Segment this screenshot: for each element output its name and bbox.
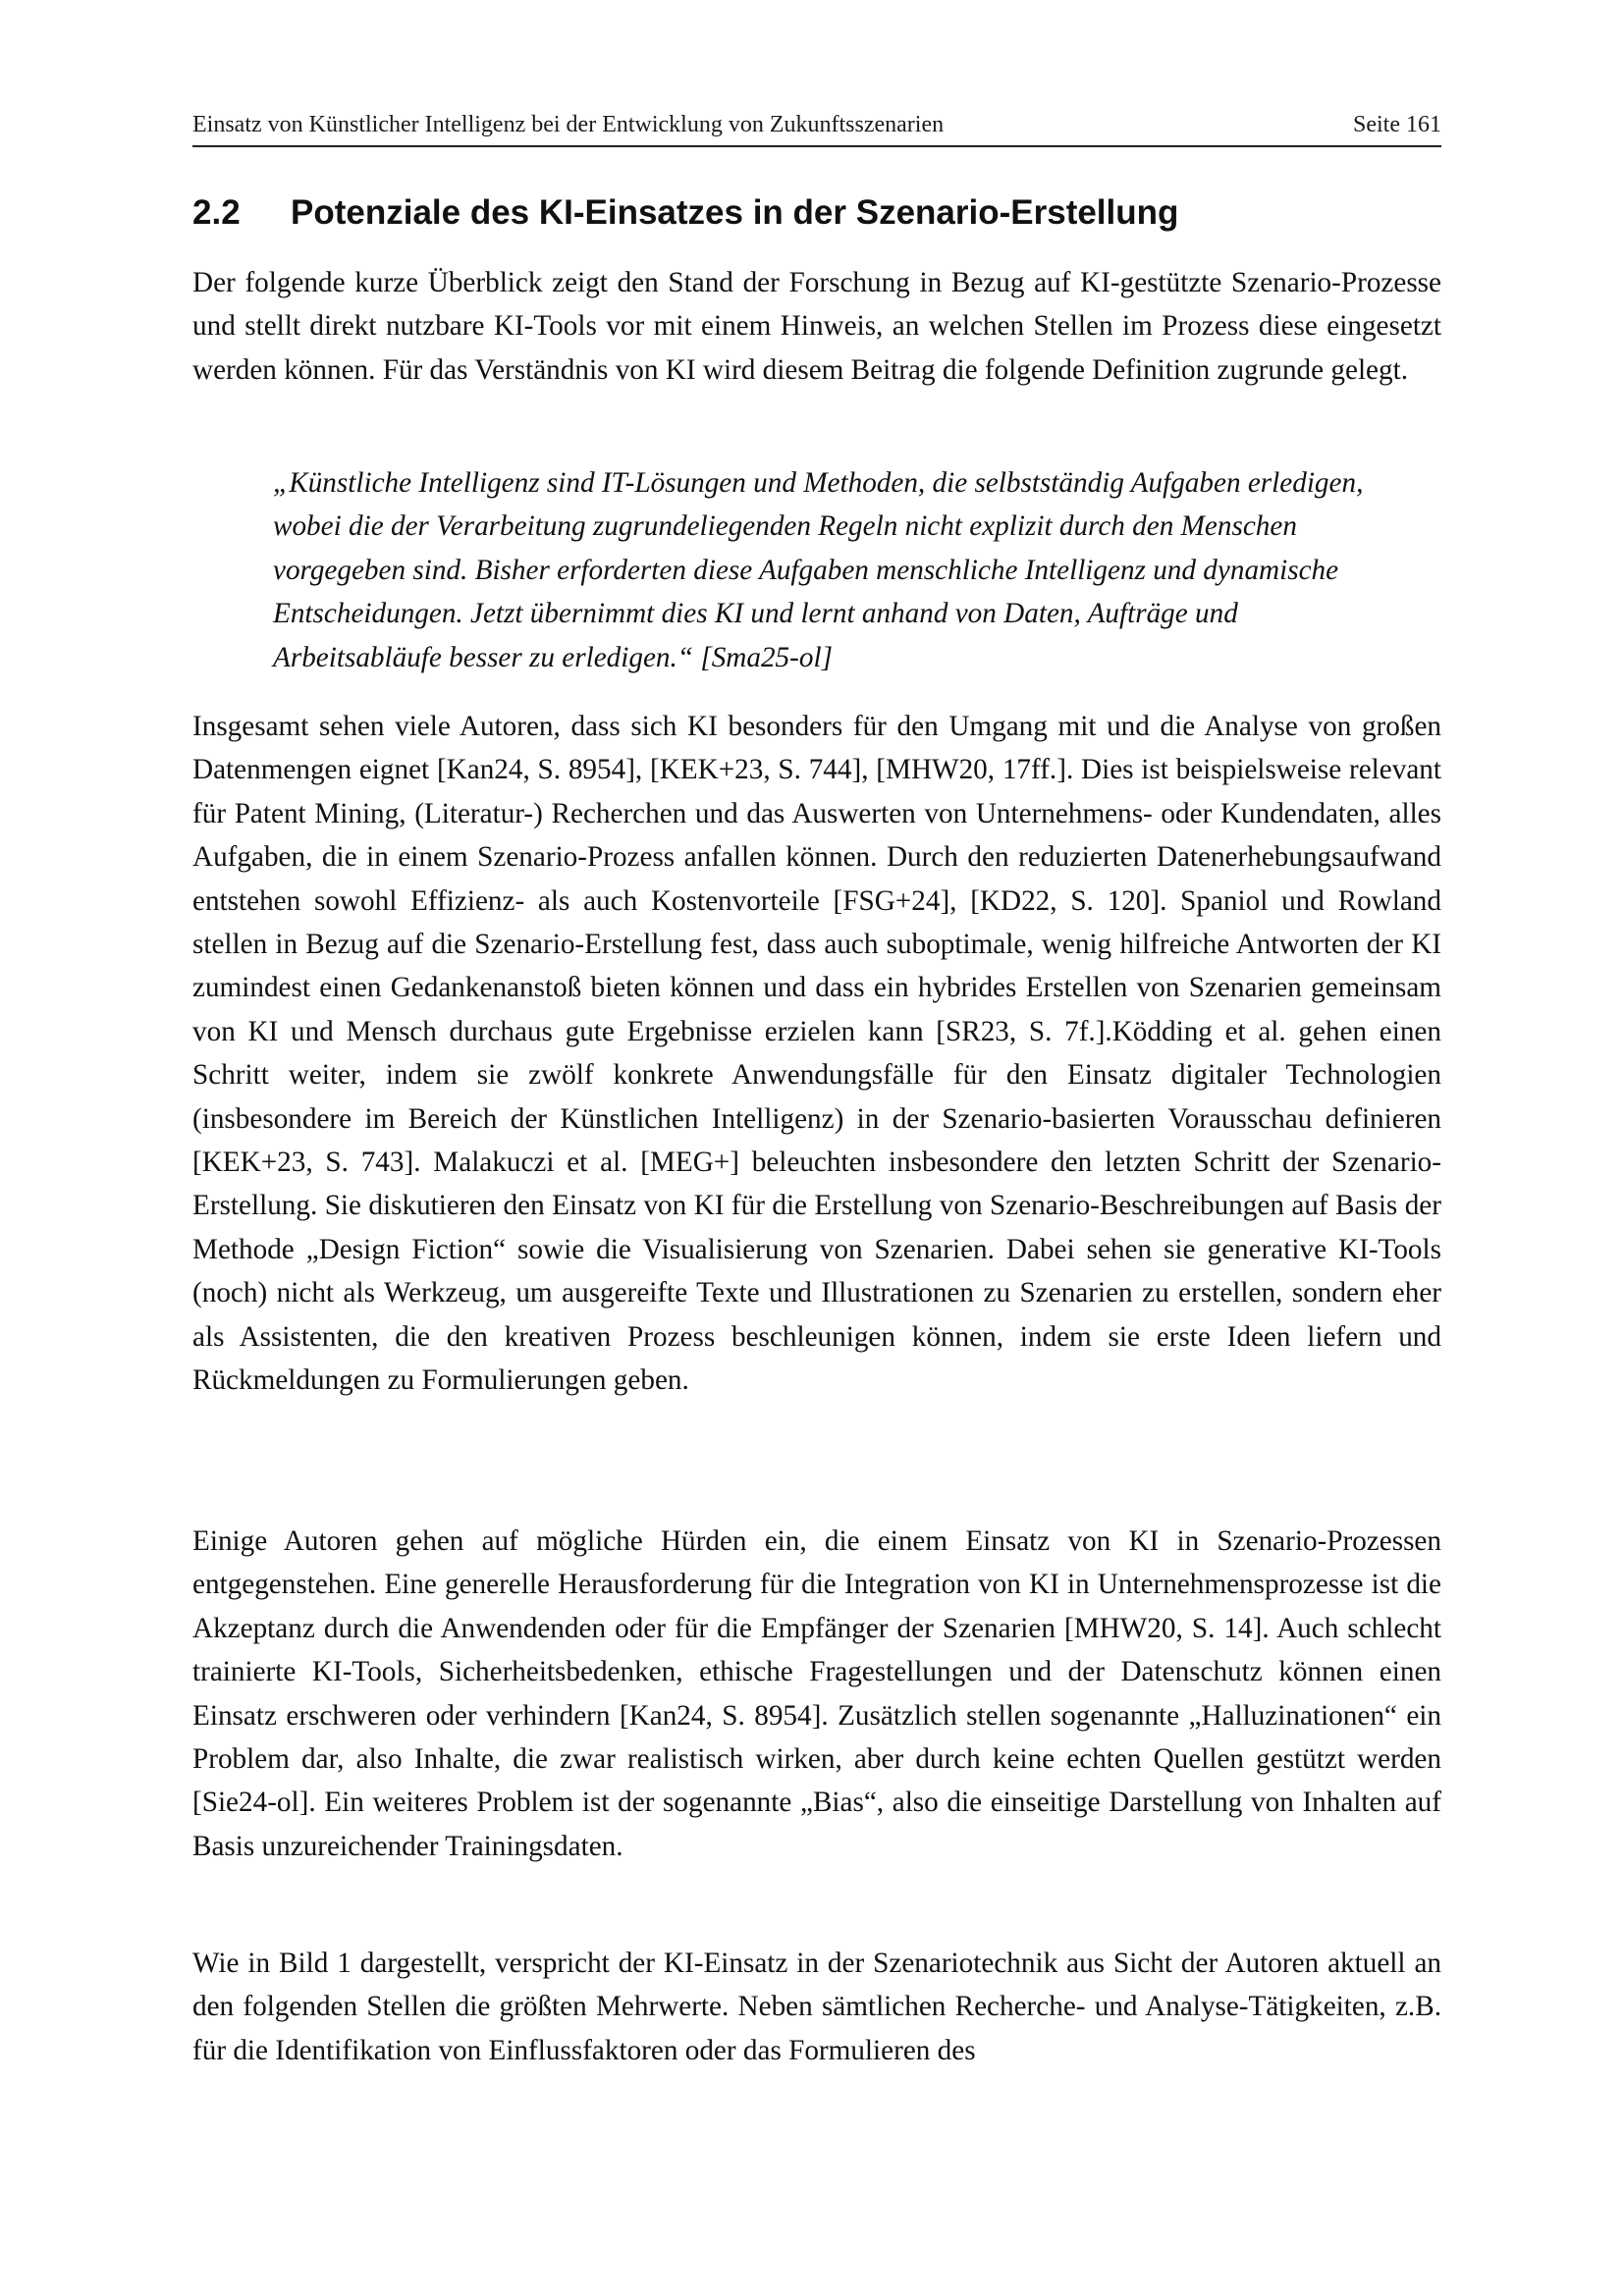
paragraph-hurdles: Einige Autoren gehen auf mögliche Hürden ein, die einem Einsatz von KI in Szenario-Prozessen entgegenstehen. Eine generelle Herausforderung für die Integration von KI in Unternehmensprozesse ist die Akzeptanz durch die Anwendenden oder für die Empfänger der Szenarien [MHW20, S. 14]. Auch schlecht trainierte KI-Tools, Sicherheitsbedenken, ethische Fragestellungen und der Datenschutz können einen Einsatz erschweren oder verhindern [Kan24, S. 8954]. Zusätzlich stellen sogenannte „Halluzinationen“ ein Problem dar, also Inhalte, die zwar realistisch wirken, aber durch keine echten Quellen gestützt werden [Sie24-ol]. Ein weiteres Problem ist der sogenannte „Bias“, also die einseitige Darstellung von Inhalten auf Basis unzureichender Trainingsdaten.: [192, 1525, 1441, 1862]
running-title: Einsatz von Künstlicher Intelligenz bei der Entwicklung von Zukunftsszenarien: [192, 112, 945, 137]
section-title: Potenziale des KI-Einsatzes in der Szenario-Erstellung: [291, 193, 1179, 232]
running-header: [192, 110, 1441, 147]
paragraph-literature: Insgesamt sehen viele Autoren, dass sich KI besonders für den Umgang mit und die Analyse von großen Datenmengen eignet [Kan24, S. 8954], [KEK+23, S. 744], [MHW20, 17ff.]. Dies ist beispielsweise relevant für Patent Mining, (Literatur-) Recherchen und das Auswerten von Unternehmens- oder Kundendaten, alles Aufgaben, die in einem Szenario-Prozess anfallen können. Durch den reduzierten Datenerhebungsaufwand entstehen sowohl Effizienz- als auch Kostenvorteile [FSG+24], [KD22, S. 120]. Spaniol und Rowland stellen in Bezug auf die Szenario-Erstellung fest, dass auch suboptimale, wenig hilfreiche Antworten der KI zumindest einen Gedankenanstoß bieten können und dass ein hybrides Erstellen von Szenarien gemeinsam von KI und Mensch durchaus gute Ergebnisse erzielen kann [SR23, S. 7f.].Ködding et al. gehen einen Schritt weiter, indem sie zwölf konkrete Anwendungsfälle für den Einsatz digitaler Technologien (insbesondere im Bereich der Künstlichen Intelligenz) in der Szenario-basierten Vorausschau definieren [KEK+23, S. 743]. Malakuczi et al. [MEG+] beleuchten insbesondere den letzten Schritt der Szenario-Erstellung. Sie diskutieren den Einsatz von KI für die Erstellung von Szenario-Beschreibungen auf Basis der Methode „Design Fiction“ sowie die Visualisierung von Szenarien. Dabei sehen sie generative KI-Tools (noch) nicht als Werkzeug, um ausgereifte Texte und Illustrationen zu Szenarien zu erstellen, sondern eher als Assistenten, die den kreativen Prozess beschleunigen können, indem sie erste Ideen liefern und Rückmeldungen zu Formulierungen geben.: [192, 711, 1441, 1397]
section-number: 2.2: [192, 193, 241, 232]
paragraph-intro: Der folgende kurze Überblick zeigt den Stand der Forschung in Bezug auf KI-gestützte Szenario-Prozesse und stellt direkt nutzbare KI-Tools vor mit einem Hinweis, an welchen Stellen im Prozess diese eingesetzt werden können. Für das Verständnis von KI wird diesem Beitrag die folgende Definition zugrunde gelegt.: [192, 267, 1441, 386]
section-heading: [192, 192, 1441, 234]
page-number: Seite 161: [1353, 112, 1441, 137]
paragraph-benefits: Wie in Bild 1 dargestellt, verspricht der KI-Einsatz in der Szenariotechnik aus Sicht der Autoren aktuell an den folgenden Stellen die größten Mehrwerte. Neben sämtlichen Recherche- und Analyse-Tätigkeiten, z.B. für die Identifikation von Einflussfaktoren oder das Formulieren des: [192, 1948, 1441, 2066]
definition-quote: „Künstliche Intelligenz sind IT-Lösungen und Methoden, die selbstständig Aufgaben erledigen, wobei die der Verarbeitung zugrundeliegenden Regeln nicht explizit durch den Menschen vorgegeben sind. Bisher erforderten diese Aufgaben menschliche Intelligenz und dynamische Entscheidungen. Jetzt übernimmt dies KI und lernt anhand von Daten, Aufträge und Arbeitsabläufe besser zu erledigen.“ [Sma25-ol]: [273, 467, 1364, 673]
